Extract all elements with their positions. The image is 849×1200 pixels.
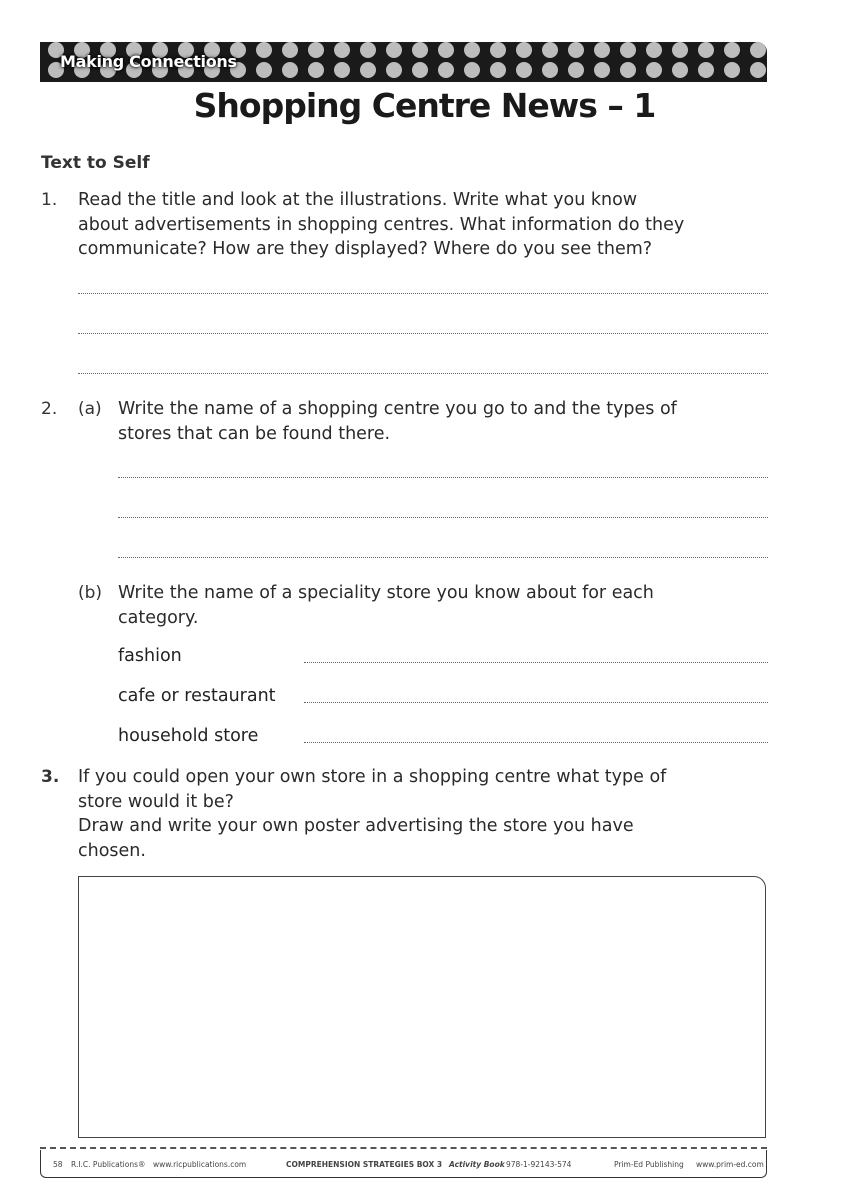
- answer-line-q1-3[interactable]: [78, 373, 768, 374]
- header-banner: [40, 42, 767, 82]
- category-label-household: household store: [118, 726, 259, 746]
- question-3-line: chosen.: [78, 840, 146, 861]
- footer-cut-line: [40, 1147, 767, 1149]
- question-1-line: about advertisements in shopping centres. What information do they: [78, 214, 685, 235]
- answer-line-q1-1[interactable]: [78, 293, 768, 294]
- question-2a-line: stores that can be found there.: [118, 423, 391, 444]
- footer-publisher: R.I.C. Publications®: [71, 1160, 146, 1169]
- answer-line-q2a-1[interactable]: [118, 477, 768, 478]
- footer-book-title: COMPREHENSION STRATEGIES BOX 3: [286, 1160, 443, 1169]
- footer-isbn: 978-1-92143-574: [506, 1160, 572, 1169]
- answer-line-fashion[interactable]: [304, 662, 768, 663]
- page-title: Shopping Centre News – 1: [193, 86, 656, 125]
- footer-publisher-site: www.ricpublications.com: [153, 1160, 247, 1169]
- footer-page-number: 58: [53, 1160, 63, 1169]
- question-1-number: 1.: [41, 190, 58, 210]
- answer-line-q2a-2[interactable]: [118, 517, 768, 518]
- question-2b-line: Write the name of a speciality store you know about for each: [118, 583, 654, 603]
- footer-partner: Prim-Ed Publishing: [614, 1160, 684, 1169]
- question-1-line: Read the title and look at the illustrations. Write what you know: [78, 190, 638, 210]
- answer-line-q1-2[interactable]: [78, 333, 768, 334]
- footer-book-type: Activity Book: [449, 1160, 505, 1169]
- question-2a-label: (a): [78, 399, 102, 419]
- question-1-text: [78, 188, 684, 262]
- page-footer: [40, 1150, 767, 1178]
- answer-line-q2a-3[interactable]: [118, 557, 768, 558]
- question-2b-text: [118, 581, 654, 630]
- category-label-fashion: fashion: [118, 646, 182, 666]
- question-3-number: 3.: [41, 767, 60, 787]
- question-2b-line: category.: [118, 607, 199, 628]
- category-label-cafe: cafe or restaurant: [118, 686, 276, 706]
- banner-label: Making Connections: [60, 52, 237, 71]
- question-3-line: If you could open your own store in a shopping centre what type of: [78, 767, 667, 787]
- question-3-line: Draw and write your own poster advertising the store you have: [78, 816, 634, 836]
- answer-line-cafe[interactable]: [304, 702, 768, 703]
- section-heading: Text to Self: [41, 153, 150, 173]
- answer-line-household[interactable]: [304, 742, 768, 743]
- question-2b-label: (b): [78, 583, 103, 603]
- question-3-line: store would it be?: [78, 791, 234, 812]
- poster-drawing-box[interactable]: [78, 876, 766, 1138]
- question-2a-line: Write the name of a shopping centre you go to and the types of: [118, 399, 677, 419]
- question-2a-text: [118, 397, 677, 446]
- question-3-text: [78, 765, 666, 863]
- footer-partner-site: www.prim-ed.com: [696, 1160, 764, 1169]
- question-2-number: 2.: [41, 399, 58, 419]
- question-1-line: communicate? How are they displayed? Where do you see them?: [78, 239, 653, 259]
